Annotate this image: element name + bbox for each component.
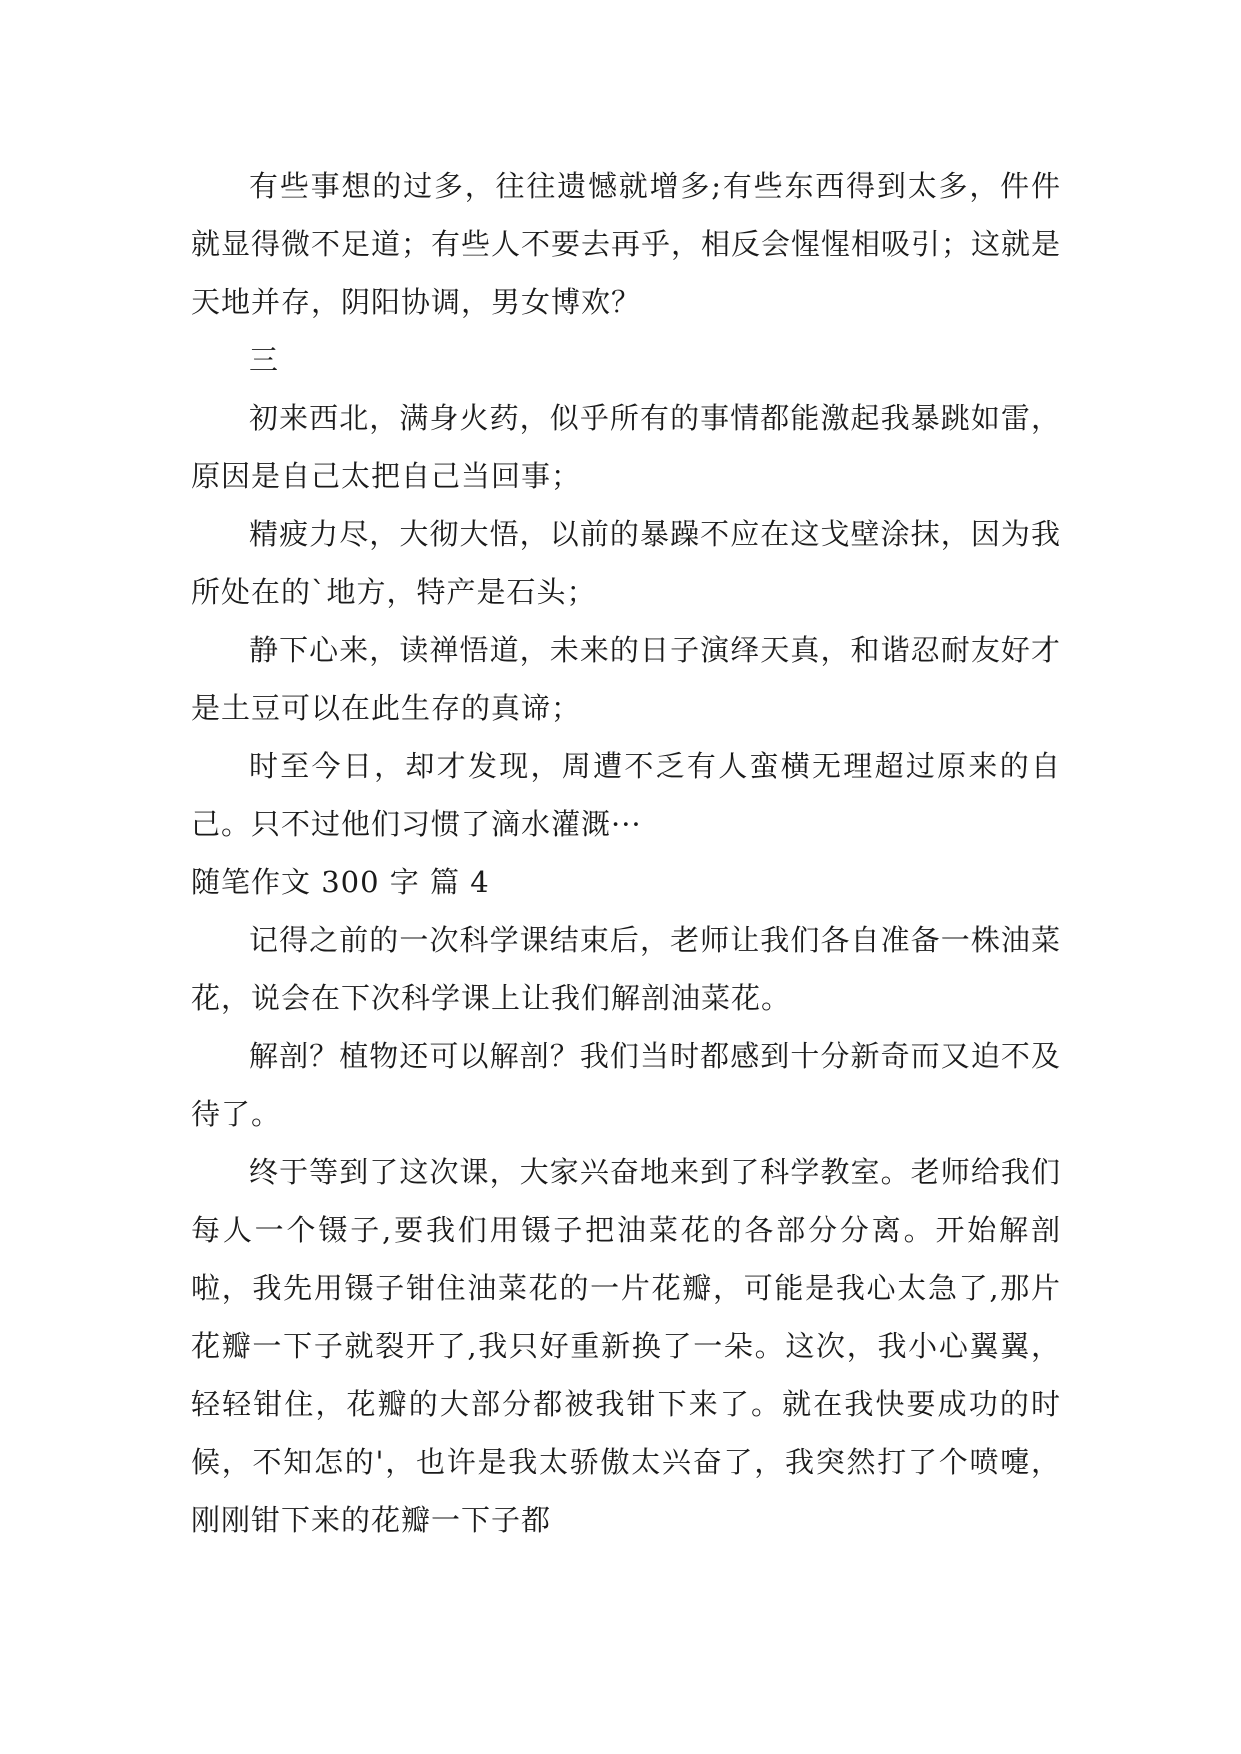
paragraph-section-marker: 三 — [249, 343, 280, 377]
paragraph-9: 解剖？植物还可以解剖？我们当时都感到十分新奇而又迫不及待了。 — [191, 1039, 1061, 1131]
paragraph-8: 记得之前的一次科学课结束后，老师让我们各自准备一株油菜花，说会在下次科学课上让我们解剖油菜花。 — [191, 923, 1061, 1015]
paragraph-4: 精疲力尽，大彻大悟，以前的暴躁不应在这戈壁涂抹，因为我所处在的`地方，特产是石头； — [191, 517, 1061, 609]
paragraph-3: 初来西北，满身火药，似乎所有的事情都能激起我暴跳如雷，原因是自己太把自己当回事； — [191, 401, 1061, 493]
paragraph-10: 终于等到了这次课，大家兴奋地来到了科学教室。老师给我们每人一个镊子,要我们用镊子把油菜花的各部分分离。开始解剖啦，我先用镊子钳住油菜花的一片花瓣，可能是我心太急了,那片花瓣一下子就裂开了,我只好重新换了一朵。这次，我小心翼翼，轻轻钳住，花瓣的大部分都被我钳下来了。就在我快要成功的时候，不知怎的'，也许是我太骄傲太兴奋了，我突然打了个喷嚏，刚刚钳下来的花瓣一下子都 — [191, 1155, 1061, 1537]
paragraph-1: 有些事想的过多，往往遗憾就增多;有些东西得到太多，件件就显得微不足道；有些人不要去再乎，相反会惺惺相吸引；这就是天地并存，阴阳协调，男女博欢？ — [191, 169, 1062, 319]
paragraph-5: 静下心来，读禅悟道，未来的日子演绎天真，和谐忍耐友好才是土豆可以在此生存的真谛； — [191, 633, 1061, 725]
paragraph-6: 时至今日，却才发现，周遭不乏有人蛮横无理超过原来的自己。只不过他们习惯了滴水灌溉··· — [191, 749, 1061, 841]
document-body — [191, 157, 1061, 1549]
section-heading: 随笔作文 300 字 篇 4 — [191, 865, 490, 899]
